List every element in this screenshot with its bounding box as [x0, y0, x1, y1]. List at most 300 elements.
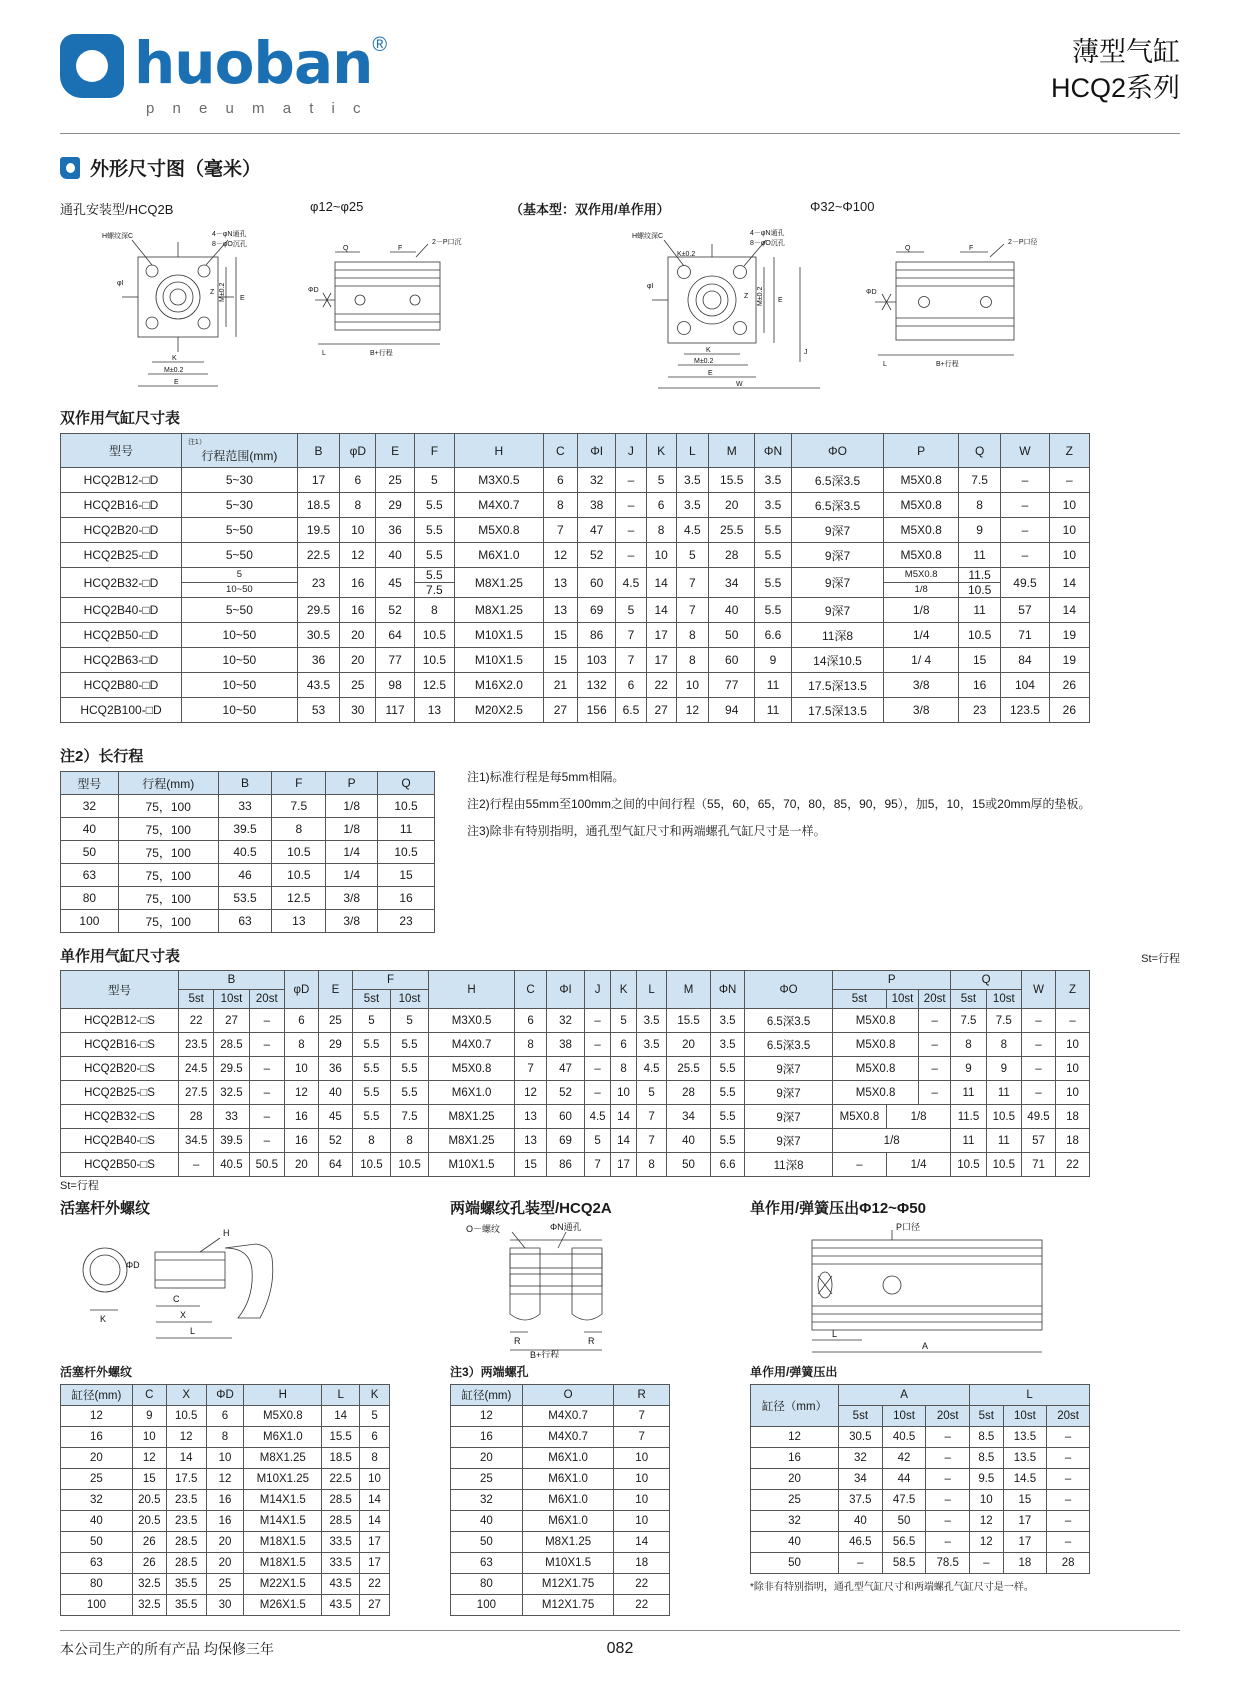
cell-L-20st: 28 — [1047, 1553, 1090, 1574]
svg-text:F: F — [969, 245, 974, 252]
table-row — [751, 1490, 1090, 1511]
col-phiD: φD — [340, 434, 376, 468]
cell-phiD: 20 — [340, 623, 376, 648]
cell-缸径(mm): 16 — [61, 1427, 133, 1448]
cell-ΦD: 8 — [206, 1427, 244, 1448]
single-table-head — [61, 971, 1090, 1009]
cell-phiD: 20 — [340, 648, 376, 673]
cell-B: 36 — [297, 648, 339, 673]
cell-stroke: 5 10~50 — [181, 568, 297, 598]
cell-J: – — [616, 493, 646, 518]
svg-text:E: E — [174, 379, 179, 386]
cell-A-5st: 40 — [839, 1511, 883, 1532]
long-stroke-title: 注2）长行程 — [60, 748, 144, 765]
cell-P: 1/ 4 — [884, 648, 959, 673]
cell-缸径(mm): 100 — [61, 1595, 133, 1616]
cell-C: 26 — [132, 1553, 166, 1574]
cell-缸径(mm): 20 — [451, 1448, 523, 1469]
section-bullet-icon — [60, 157, 80, 179]
cell-L: 5 — [637, 1081, 667, 1105]
cell-P: 3/8 — [884, 698, 959, 723]
both-end-thread-table — [450, 1384, 670, 1616]
cell-E: 52 — [376, 598, 414, 623]
cell-B: 30.5 — [297, 623, 339, 648]
cell-O: M10X1.5 — [522, 1553, 614, 1574]
cell-Q: 15 — [378, 864, 435, 887]
cell-phiN: 5.5 — [755, 598, 791, 623]
cell-phiI: 32 — [547, 1009, 585, 1033]
cell-L-20st: – — [1047, 1490, 1090, 1511]
cell-phiO: 9深7 — [791, 598, 884, 623]
cell-H: M18X1.5 — [244, 1532, 322, 1553]
table-row — [451, 1553, 670, 1574]
cell-P: 1/4 — [326, 864, 378, 887]
cell-K: 8 — [360, 1448, 390, 1469]
cell-M: 50 — [709, 623, 755, 648]
cell-model: HCQ2B20-□S — [61, 1057, 179, 1081]
cell-Z: 18 — [1056, 1129, 1090, 1153]
svg-text:W: W — [736, 381, 743, 388]
cell-X: 14 — [166, 1448, 206, 1469]
cell-M: 15.5 — [709, 468, 755, 493]
cell-O: M6X1.0 — [522, 1490, 614, 1511]
cell-Q-5st: 7.5 — [951, 1009, 986, 1033]
cell-M: 94 — [709, 698, 755, 723]
cell-phiI: 103 — [578, 648, 616, 673]
svg-text:2－P口径: 2－P口径 — [1008, 239, 1038, 246]
cell-phiN: 5.5 — [711, 1081, 745, 1105]
cell-A-20st: – — [926, 1532, 970, 1553]
col-phiI: ΦI — [578, 434, 616, 468]
logo-mark-icon — [60, 34, 124, 98]
bottom-sections — [60, 1197, 1180, 1616]
cell-L: 15.5 — [322, 1427, 360, 1448]
cell-R: 10 — [614, 1511, 670, 1532]
cell-J: 4.5 — [616, 568, 646, 598]
cell-W: – — [1022, 1057, 1056, 1081]
col-model: 型号 — [61, 434, 182, 468]
page-number: 082 — [606, 1640, 634, 1657]
cell-B-20st: – — [249, 1081, 284, 1105]
cell-B: 53 — [297, 698, 339, 723]
subcol-B-5st: 5st — [179, 990, 214, 1009]
cell-Q: 11 — [958, 543, 1000, 568]
cell-F: 12.5 — [272, 887, 326, 910]
cell-K: 14 — [646, 598, 676, 623]
cell-Z: 14 — [1049, 568, 1089, 598]
cell-B: 53.5 — [218, 887, 272, 910]
cell-ΦD: 16 — [206, 1511, 244, 1532]
group-col-P: P — [833, 971, 951, 990]
long-stroke-section — [60, 735, 1180, 933]
cell-L: 3.5 — [676, 468, 708, 493]
cell-E: 40 — [318, 1081, 352, 1105]
cell-A-20st: – — [926, 1511, 970, 1532]
cell-J: – — [585, 1033, 611, 1057]
footer-content — [60, 1631, 1180, 1659]
piston-rod-drawing — [60, 1218, 360, 1358]
cell-X: 28.5 — [166, 1532, 206, 1553]
cell-phiN: 5.5 — [755, 518, 791, 543]
cell-B: 40.5 — [218, 841, 272, 864]
table-row — [61, 864, 435, 887]
cell-B-5st: 24.5 — [179, 1057, 214, 1081]
registered-trademark-icon: ® — [372, 34, 388, 56]
cell-model: HCQ2B100-□D — [61, 698, 182, 723]
cell-phiI: 60 — [578, 568, 616, 598]
cell-F-5st: 8 — [352, 1129, 390, 1153]
cell-O: M12X1.75 — [522, 1574, 614, 1595]
cell-C: 8 — [543, 493, 577, 518]
cell-J: 6 — [616, 673, 646, 698]
cell-model: HCQ2B32-□S — [61, 1105, 179, 1129]
col-phiD: φD — [284, 971, 318, 1009]
cell-phiI: 52 — [547, 1081, 585, 1105]
spring-extend-title: 单作用/弹簧压出Φ12~Φ50 — [750, 1200, 926, 1217]
cell-A-20st: – — [926, 1427, 970, 1448]
table-row — [61, 910, 435, 933]
cell-L: 7 — [676, 598, 708, 623]
cell-F: 5.5 — [414, 518, 454, 543]
section-header — [60, 154, 1180, 181]
col-Q: Q — [378, 772, 435, 795]
svg-text:M±0.2: M±0.2 — [164, 367, 184, 374]
cell-M: 25.5 — [667, 1057, 711, 1081]
single-table-body — [61, 1009, 1090, 1177]
cell-行程(mm): 75，100 — [118, 841, 218, 864]
cell-L: 10 — [676, 673, 708, 698]
cell-M: 28 — [709, 543, 755, 568]
cell-H: M18X1.5 — [244, 1553, 322, 1574]
cell-B: 19.5 — [297, 518, 339, 543]
cell-P: M5X0.8 1/8 — [884, 568, 959, 598]
cell-ΦD: 20 — [206, 1553, 244, 1574]
cell-行程(mm): 75，100 — [118, 887, 218, 910]
cell-F-5st: 10.5 — [352, 1153, 390, 1177]
cell-phiI: 60 — [547, 1105, 585, 1129]
cell-B-5st: – — [179, 1153, 214, 1177]
cell-缸径(mm): 63 — [451, 1553, 523, 1574]
cell-F: 5.5 — [414, 543, 454, 568]
cell-H: M8X1.25 — [455, 568, 544, 598]
svg-text:Q: Q — [905, 245, 911, 252]
cell-O: M6X1.0 — [522, 1511, 614, 1532]
table-head — [61, 434, 1090, 468]
cell-L-20st: – — [1047, 1511, 1090, 1532]
cell-phiI: 86 — [547, 1153, 585, 1177]
section-title: 外形尺寸图（毫米） — [90, 159, 262, 180]
cell-缸径(mm): 40 — [451, 1511, 523, 1532]
cell-L: 33.5 — [322, 1532, 360, 1553]
cell-K: 22 — [360, 1574, 390, 1595]
cell-K: 14 — [646, 568, 676, 598]
cell-phiO: 9深7 — [791, 568, 884, 598]
cell-X: 28.5 — [166, 1553, 206, 1574]
table-row — [61, 1532, 390, 1553]
cell-C: 13 — [515, 1105, 547, 1129]
cell-Z: 10 — [1056, 1081, 1090, 1105]
cell-O: M12X1.75 — [522, 1595, 614, 1616]
cell-B-20st: – — [249, 1033, 284, 1057]
svg-text:2－P口沉: 2－P口沉 — [432, 239, 462, 246]
cell-W: 49.5 — [1001, 568, 1049, 598]
cell-C: 15 — [543, 648, 577, 673]
cell-B-10st: 27 — [214, 1009, 249, 1033]
header-divider — [60, 133, 1180, 134]
spring-extend-section — [750, 1197, 1120, 1616]
cell-Z: 10 — [1049, 518, 1089, 543]
svg-text:H螺纹深C: H螺纹深C — [102, 233, 134, 240]
cell-J: 4.5 — [585, 1105, 611, 1129]
cell-J: – — [585, 1009, 611, 1033]
group-col-B: B — [179, 971, 285, 990]
table-row — [61, 673, 1090, 698]
logo-wordmark: huoban — [134, 29, 373, 97]
table-row — [751, 1448, 1090, 1469]
svg-text:B+行程: B+行程 — [530, 1350, 560, 1358]
cell-L: 3.5 — [676, 493, 708, 518]
cell-E: 52 — [318, 1129, 352, 1153]
cell-phiI: 86 — [578, 623, 616, 648]
svg-text:φI: φI — [647, 283, 654, 290]
cell-Q: 10.5 — [378, 841, 435, 864]
note-line-2: 注2)行程由55mm至100mm之间的中间行程（55，60，65，70，80，85，90，95），加5，10，15或20mm厚的垫板。 — [467, 797, 1091, 811]
svg-text:ΦD: ΦD — [866, 289, 877, 296]
table-row — [61, 543, 1090, 568]
cell-bore: 20 — [751, 1469, 839, 1490]
table-row — [61, 1448, 390, 1469]
table-row — [61, 795, 435, 818]
product-title-cn: 薄型气缸 — [1072, 37, 1180, 67]
drawing-svg — [60, 222, 1180, 397]
table-row — [61, 1033, 1090, 1057]
cell-phiD: 16 — [340, 568, 376, 598]
cell-L: 8 — [637, 1153, 667, 1177]
spring-extend-table — [750, 1384, 1090, 1574]
col-B: B — [218, 772, 272, 795]
cell-L: 3.5 — [637, 1033, 667, 1057]
svg-text:M±0.2: M±0.2 — [757, 286, 764, 306]
cell-H: M4X0.7 — [429, 1033, 515, 1057]
piston-rod-table-subtitle: 活塞杆外螺纹 — [60, 1365, 133, 1379]
cell-A-5st: 32 — [839, 1448, 883, 1469]
table-row — [61, 1406, 390, 1427]
cell-A-10st: 40.5 — [882, 1427, 926, 1448]
svg-text:R: R — [514, 1336, 521, 1346]
table-row — [751, 1532, 1090, 1553]
cell-C: 15 — [515, 1153, 547, 1177]
cell-B: 29.5 — [297, 598, 339, 623]
cell-model: HCQ2B50-□D — [61, 623, 182, 648]
cell-L-5st: 8.5 — [970, 1448, 1004, 1469]
table-row — [451, 1469, 670, 1490]
cell-H: M26X1.5 — [244, 1595, 322, 1616]
table-row — [61, 1469, 390, 1490]
cell-M: 15.5 — [667, 1009, 711, 1033]
long-stroke-table — [60, 771, 435, 933]
cell-phiD: 20 — [284, 1153, 318, 1177]
both-end-table-subtitle: 注3）两端螺孔 — [450, 1365, 529, 1379]
svg-text:E: E — [708, 370, 713, 377]
cell-model: HCQ2B63-□D — [61, 648, 182, 673]
group-col-A: A — [839, 1385, 970, 1406]
cell-phiD: 25 — [340, 673, 376, 698]
col-L: L — [322, 1385, 360, 1406]
cell-Q-5st: 9 — [951, 1057, 986, 1081]
cell-Q-10st: 10.5 — [986, 1105, 1021, 1129]
cell-缸径(mm): 100 — [451, 1595, 523, 1616]
cell-H: M16X2.0 — [455, 673, 544, 698]
cell-phiD: 16 — [284, 1105, 318, 1129]
col-R: R — [614, 1385, 670, 1406]
cell-F-10st: 5.5 — [391, 1033, 429, 1057]
cell-H: M10X1.5 — [455, 623, 544, 648]
cell-Z: 22 — [1056, 1153, 1090, 1177]
single-acting-table — [60, 970, 1090, 1177]
table-row — [451, 1574, 670, 1595]
col-W: W — [1022, 971, 1056, 1009]
cell-P: M5X0.8 — [884, 493, 959, 518]
cell-phiI: 52 — [578, 543, 616, 568]
double-acting-table-title: 双作用气缸尺寸表 — [60, 410, 181, 427]
cell-L: 14 — [322, 1406, 360, 1427]
cell-Q-5st: 11 — [951, 1129, 986, 1153]
cell-J: 5 — [585, 1129, 611, 1153]
cell-L: 8 — [676, 623, 708, 648]
cell-K: 10 — [611, 1081, 637, 1105]
cell-J: – — [616, 468, 646, 493]
cell-H: M14X1.5 — [244, 1511, 322, 1532]
cell-phiO: 9深7 — [745, 1129, 833, 1153]
drawing-caption-row — [60, 199, 1180, 218]
cell-Z: 10 — [1056, 1033, 1090, 1057]
cell-phiN: 11 — [755, 698, 791, 723]
cell-X: 23.5 — [166, 1511, 206, 1532]
cell-L-10st: 13.5 — [1003, 1427, 1047, 1448]
st-equals-stroke-note-bottom: St=行程 — [60, 1180, 99, 1192]
cell-C: 15 — [132, 1469, 166, 1490]
cell-Z: – — [1049, 468, 1089, 493]
cell-model: HCQ2B25-□D — [61, 543, 182, 568]
svg-text:O－螺纹: O－螺纹 — [466, 1224, 501, 1234]
table-body — [61, 468, 1090, 723]
svg-text:φI: φI — [117, 280, 124, 287]
table-row — [751, 1469, 1090, 1490]
cell-P-20st: – — [919, 1081, 951, 1105]
cell-M: 60 — [709, 648, 755, 673]
cell-L-10st: 13.5 — [1003, 1448, 1047, 1469]
subcol-L-20st: 20st — [1047, 1406, 1090, 1427]
cell-行程(mm): 75，100 — [118, 864, 218, 887]
cell-phiI: 69 — [578, 598, 616, 623]
svg-text:M±0.2: M±0.2 — [694, 358, 714, 365]
cell-F-10st: 5.5 — [391, 1057, 429, 1081]
subcol-L-10st: 10st — [1003, 1406, 1047, 1427]
dimension-drawings — [60, 222, 1180, 397]
table-row — [61, 468, 1090, 493]
cell-W: – — [1001, 543, 1049, 568]
logo-tagline: p n e u m a t i c — [146, 100, 368, 117]
cell-W: 57 — [1022, 1129, 1056, 1153]
cell-B-5st: 23.5 — [179, 1033, 214, 1057]
cell-E: 64 — [318, 1153, 352, 1177]
cell-J: – — [616, 543, 646, 568]
table-row — [61, 623, 1090, 648]
cell-phiN: 3.5 — [755, 493, 791, 518]
table-row — [451, 1448, 670, 1469]
cell-K: 14 — [611, 1129, 637, 1153]
svg-text:8－φO沉孔: 8－φO沉孔 — [212, 241, 247, 248]
cell-型号: 80 — [61, 887, 119, 910]
col-K: K — [611, 971, 637, 1009]
table-row — [61, 1105, 1090, 1129]
cell-L: 4.5 — [676, 518, 708, 543]
cell-K: 17 — [646, 623, 676, 648]
cell-F: 10.5 — [272, 864, 326, 887]
cell-L: 7 — [637, 1105, 667, 1129]
cell-型号: 40 — [61, 818, 119, 841]
cell-C: 26 — [132, 1532, 166, 1553]
cell-F-10st: 7.5 — [391, 1105, 429, 1129]
cell-缸径(mm): 80 — [61, 1574, 133, 1595]
cell-Q: 7.5 — [958, 468, 1000, 493]
cell-X: 10.5 — [166, 1406, 206, 1427]
cell-B-5st: 34.5 — [179, 1129, 214, 1153]
cell-phiI: 132 — [578, 673, 616, 698]
table-row — [451, 1427, 670, 1448]
svg-text:L: L — [883, 361, 887, 368]
cell-B-20st: – — [249, 1105, 284, 1129]
cell-型号: 50 — [61, 841, 119, 864]
cell-bore: 32 — [751, 1511, 839, 1532]
cell-Z: 18 — [1056, 1105, 1090, 1129]
cell-K: 14 — [611, 1105, 637, 1129]
cell-A-10st: 58.5 — [882, 1553, 926, 1574]
svg-text:X: X — [180, 1310, 187, 1320]
table-row — [61, 1081, 1090, 1105]
cell-phiD: 8 — [284, 1033, 318, 1057]
cell-行程(mm): 75，100 — [118, 795, 218, 818]
double-acting-table — [60, 433, 1090, 723]
cell-R: 7 — [614, 1406, 670, 1427]
cell-model: HCQ2B12-□S — [61, 1009, 179, 1033]
cell-phiO: 6.5深3.5 — [791, 468, 884, 493]
cell-B-10st: 29.5 — [214, 1057, 249, 1081]
long-stroke-block — [60, 735, 435, 933]
cell-W: – — [1022, 1009, 1056, 1033]
cell-缸径(mm): 63 — [61, 1553, 133, 1574]
cell-A-10st: 47.5 — [882, 1490, 926, 1511]
svg-text:ΦD: ΦD — [126, 1260, 140, 1270]
cell-L-20st: – — [1047, 1532, 1090, 1553]
subcol-Q-5st: 5st — [951, 990, 986, 1009]
cell-F: 5.5 7.5 — [414, 568, 454, 598]
cell-L-20st: – — [1047, 1427, 1090, 1448]
cell-phiD: 16 — [340, 598, 376, 623]
cell-model: HCQ2B40-□D — [61, 598, 182, 623]
spring-group-header-row — [751, 1385, 1090, 1406]
table-row — [61, 841, 435, 864]
cell-K: 17 — [611, 1153, 637, 1177]
cell-phiO: 9深7 — [791, 518, 884, 543]
group-col-L: L — [970, 1385, 1090, 1406]
col-F: F — [272, 772, 326, 795]
cell-F: 13 — [414, 698, 454, 723]
svg-text:K: K — [172, 355, 177, 362]
cell-L: 5 — [676, 543, 708, 568]
cell-F: 10.5 — [272, 841, 326, 864]
cell-L-10st: 18 — [1003, 1553, 1047, 1574]
